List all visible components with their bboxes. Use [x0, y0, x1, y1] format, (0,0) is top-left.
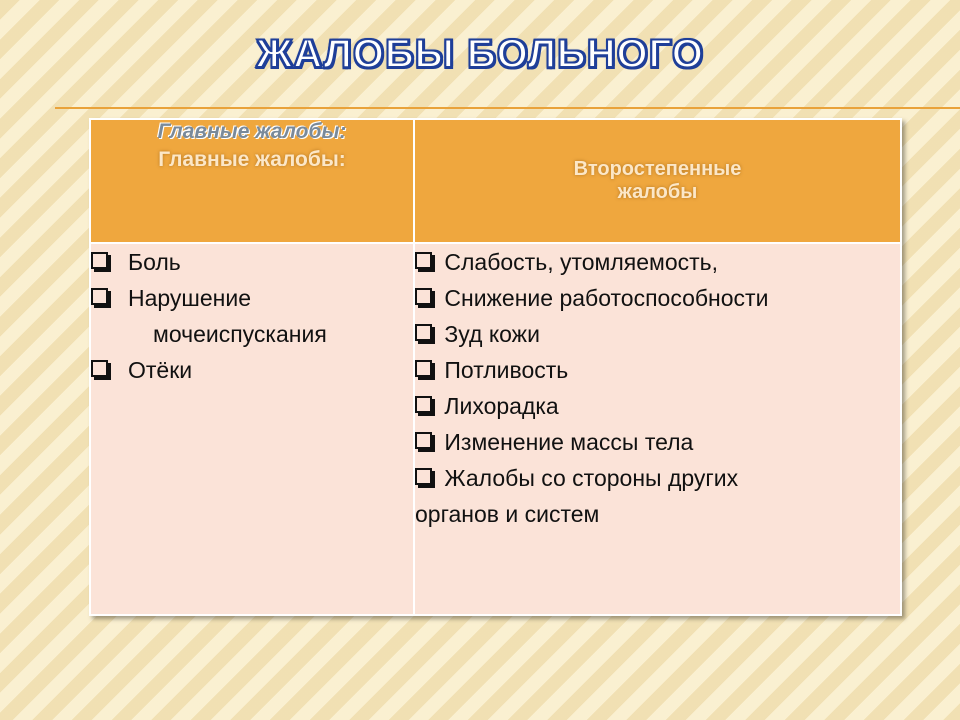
checkbox-square-icon [91, 252, 108, 269]
checkbox-square-icon [415, 396, 432, 413]
list-item: Боль [91, 244, 413, 280]
page-title: ЖАЛОБЫ БОЛЬНОГО [256, 32, 704, 76]
header-secondary-complaints [414, 119, 901, 243]
list-item: Нарушение [91, 280, 413, 316]
list-item: Слабость, утомляемость, [415, 244, 900, 280]
main-complaints-cell [90, 243, 414, 615]
main-complaints-list [91, 244, 413, 388]
header-main-plain: Главные жалобы: [158, 148, 346, 171]
list-item: Потливость [415, 352, 900, 388]
table-header-row [90, 119, 901, 243]
checkbox-square-icon [91, 288, 108, 305]
checkbox-square-icon [415, 324, 432, 341]
list-item: Зуд кожи [415, 316, 900, 352]
header-main-complaints [90, 119, 414, 243]
table-body-row [90, 243, 901, 615]
list-item: Лихорадка [415, 388, 900, 424]
list-item: Жалобы со стороны других [415, 460, 900, 496]
checkbox-square-icon [415, 432, 432, 449]
title-divider [55, 107, 960, 109]
checkbox-square-icon [415, 288, 432, 305]
checkbox-square-icon [415, 360, 432, 377]
secondary-complaints-list [415, 244, 900, 532]
checkbox-square-icon [415, 252, 432, 269]
header-secondary-line2: жалобы [617, 181, 698, 203]
header-secondary-line1: Второстепенные [573, 158, 742, 180]
list-item: Изменение массы тела [415, 424, 900, 460]
list-item-continuation: мочеиспускания [153, 321, 327, 347]
complaints-table [89, 118, 902, 616]
checkbox-square-icon [91, 360, 108, 377]
list-item-continuation: органов и систем [415, 501, 600, 527]
list-item: Снижение работоспособности [415, 280, 900, 316]
secondary-complaints-cell [414, 243, 901, 615]
checkbox-square-icon [415, 468, 432, 485]
list-item: Отёки [91, 352, 413, 388]
header-main-italic: Главные жалобы: [157, 120, 347, 143]
